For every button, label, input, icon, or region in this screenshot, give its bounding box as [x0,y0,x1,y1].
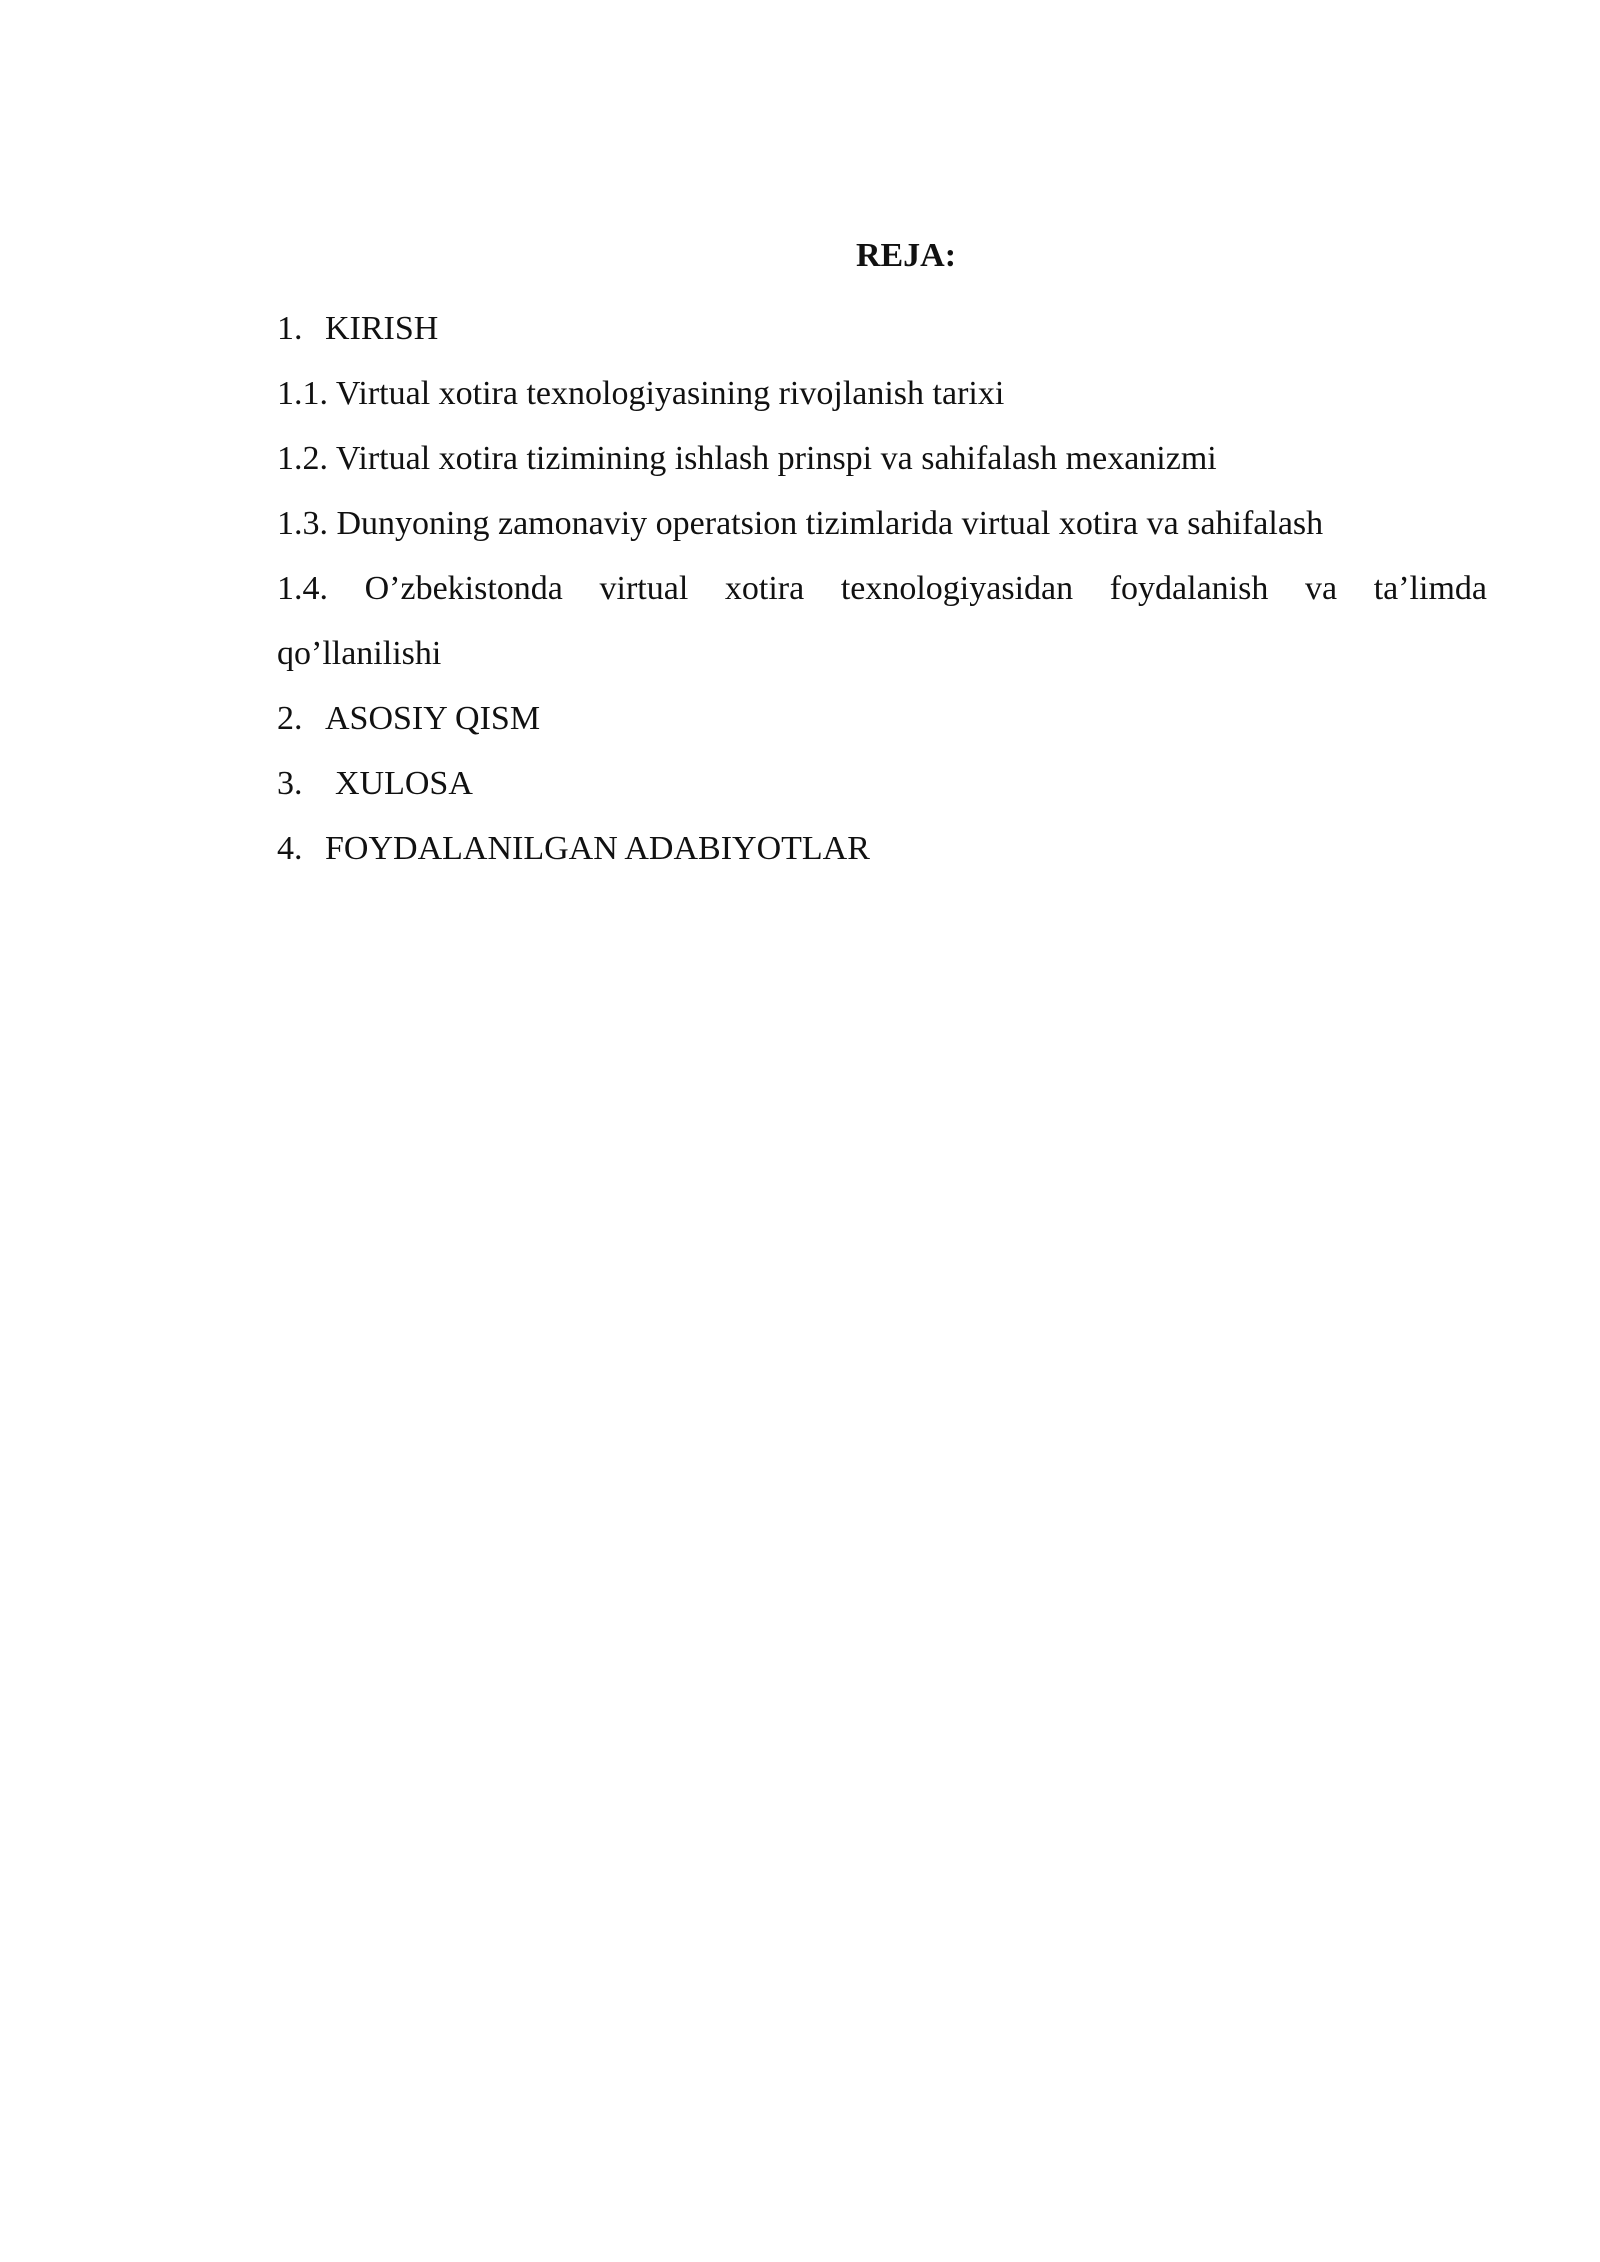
toc-item-number: 1.3. [277,505,328,542]
toc-item-3 [277,751,1487,816]
toc-item-text: ASOSIY QISM [325,700,541,737]
toc-item-text: XULOSA [335,765,473,802]
toc-item-number: 3. [277,765,303,802]
toc-item-1-1 [277,361,1487,426]
toc-item-text: Virtual xotira tizimining ishlash prinspi va sahifalash mexanizmi [335,440,1217,477]
table-of-contents [277,296,1487,881]
toc-item-number: 4. [277,830,303,867]
toc-item-text: FOYDALANILGAN ADABIYOTLAR [325,830,870,867]
toc-item-text: KIRISH [325,310,439,347]
toc-item-1-3 [277,491,1487,556]
toc-item-1-2 [277,426,1487,491]
toc-item-number: 2. [277,700,303,737]
toc-item-text-continuation: qo’llanilishi [277,635,442,672]
toc-item-number: 1.1. [277,375,328,412]
toc-item-text: O’zbekistonda virtual xotira texnologiyasidan foydalanish va ta’limda [364,570,1487,607]
toc-item-1-4 [277,556,1487,621]
toc-item-number: 1.2. [277,440,328,477]
toc-item-number: 1.4. [277,570,328,607]
page-title: REJA: [855,237,957,274]
toc-item-text: Dunyoning zamonaviy operatsion tizimlarida virtual xotira va sahifalash [336,505,1324,542]
toc-item-4 [277,816,1487,881]
toc-item-1-4-continuation [277,621,1487,686]
toc-item-1 [277,296,1487,361]
toc-item-text: Virtual xotira texnologiyasining rivojlanish tarixi [335,375,1005,412]
toc-item-number: 1. [277,310,303,347]
toc-item-2 [277,686,1487,751]
